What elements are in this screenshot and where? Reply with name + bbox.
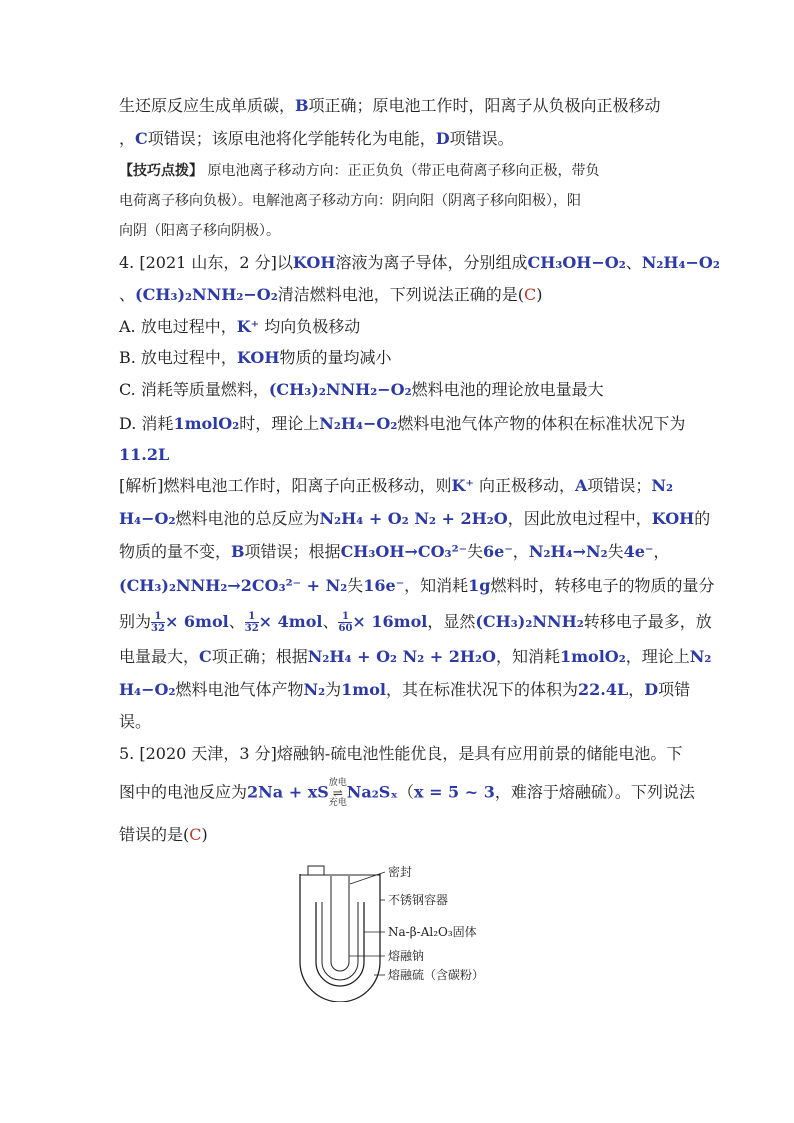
label-molten-sodium: 熔融钠 <box>388 949 425 963</box>
text-span: 时，理论上 <box>239 414 320 433</box>
text-span: ， <box>628 680 645 699</box>
formula: 6e⁻ <box>483 542 513 561</box>
tip-line <box>119 220 280 242</box>
text-span: 项错误；根据 <box>244 542 341 561</box>
formula: × 16mol <box>352 612 428 631</box>
formula: N₂H₄−O₂ <box>319 414 398 433</box>
text-span: ，知消耗 <box>495 647 560 666</box>
option-d-cont <box>119 444 169 466</box>
option-letter: B <box>295 96 309 115</box>
formula: (CH₃)₂NNH₂−O₂ <box>135 285 278 304</box>
text-span: 电荷离子移向负极）。电解池离子移动方向：阴向阳（阴离子移向阳极），阳 <box>119 193 581 209</box>
text-span: A. 放电过程中， <box>119 317 237 336</box>
text-span: ， <box>512 542 529 561</box>
formula: K⁺ <box>451 476 474 495</box>
text-span: 、 <box>625 253 642 272</box>
fraction-denominator: 32 <box>244 623 259 634</box>
formula: 4e⁻ <box>623 542 654 561</box>
text-span: ) <box>536 285 543 304</box>
text-span: 项正确；原电池工作时，阳离子从负极向正极移动 <box>308 96 661 115</box>
analysis-line <box>119 646 711 668</box>
text-span: 燃料时，转移电子的物质的量分 <box>490 576 715 595</box>
formula: N₂ <box>303 680 326 699</box>
arrow-label-top: 放电 <box>328 778 347 788</box>
text-span: B. 放电过程中， <box>119 348 237 367</box>
text-span: 4. [2021 山东，2 分]以 <box>119 253 293 272</box>
formula: N₂ <box>651 476 674 495</box>
analysis-line <box>119 475 673 497</box>
text-span: ，因此放电过程中， <box>507 509 652 528</box>
text-span: 燃料电池的理论放电量最大 <box>411 380 604 399</box>
formula: H₄−O₂ <box>119 680 176 699</box>
text-span: ，理论上 <box>625 647 690 666</box>
formula: KOH <box>236 348 280 367</box>
text-span: 项正确；根据 <box>211 647 308 666</box>
fraction <box>338 611 352 634</box>
analysis-line <box>119 611 712 634</box>
text-line <box>119 128 514 150</box>
formula: H₄−O₂ <box>119 509 176 528</box>
equation: N₂H₄ + O₂ N₂ + 2H₂O <box>319 509 508 528</box>
text-span: 失 <box>607 542 624 561</box>
terminal-cap <box>308 866 324 875</box>
formula: × 6mol <box>164 612 229 631</box>
formula: 16e⁻ <box>363 576 405 595</box>
formula: 1mol <box>341 680 386 699</box>
text-span: 、 <box>228 612 245 631</box>
fraction-denominator: 60 <box>338 623 353 634</box>
text-span: 、 <box>119 285 136 304</box>
text-span: 项错误；该原电池将化学能转化为电能， <box>147 129 436 148</box>
text-span: 别为 <box>119 612 152 631</box>
text-span: 溶液为离子导体，分别组成 <box>335 253 528 272</box>
formula: 1molO₂ <box>559 647 626 666</box>
arrow-symbol: ⇌ <box>332 786 343 800</box>
question-5-stem <box>119 778 695 808</box>
tip-line <box>119 160 599 182</box>
formula: N₂H₄→N₂ <box>528 542 608 561</box>
text-span: 燃料电池气体产物 <box>175 680 304 699</box>
answer-letter: C <box>189 825 202 844</box>
question-5-stem <box>119 824 208 846</box>
option-letter: C <box>199 647 212 666</box>
option-letter: D <box>644 680 659 699</box>
formula: KOH <box>651 509 695 528</box>
formula: 11.2L <box>119 445 170 464</box>
text-span: 的 <box>694 509 711 528</box>
option-d <box>119 413 685 435</box>
formula: (CH₃)₂NNH₂→2CO₃²⁻ + N₂ <box>119 576 348 595</box>
formula: CH₃OH−O₂ <box>527 253 626 272</box>
text-span: 图中的电池反应为 <box>119 782 248 802</box>
analysis-line <box>119 679 690 701</box>
text-span: 失 <box>467 542 484 561</box>
analysis-line <box>119 575 715 597</box>
question-5-stem <box>119 743 682 765</box>
text-span: 项错 <box>658 680 691 699</box>
formula: 1g <box>468 576 491 595</box>
label-container: 不锈钢容器 <box>388 893 449 907</box>
text-span: 物质的量均减小 <box>279 348 392 367</box>
formula: CH₃OH→CO₃²⁻ <box>340 542 468 561</box>
text-span: 、 <box>322 612 339 631</box>
text-span: 错误的是( <box>119 825 190 844</box>
fraction-numerator: 1 <box>338 611 352 623</box>
fraction <box>151 611 165 634</box>
text-span: C. 消耗等质量燃料， <box>119 380 269 399</box>
option-c <box>119 379 604 401</box>
sodium-sulfur-battery-diagram <box>290 862 510 1002</box>
text-span: 原电池离子移动方向：正正负负（带正电荷离子移向正极，带负 <box>207 163 600 179</box>
text-span: 误。 <box>119 712 152 731</box>
text-span: 燃料电池气体产物的体积在标准状况下为 <box>397 414 686 433</box>
label-seal: 密封 <box>388 865 413 879</box>
analysis-line <box>119 508 710 530</box>
formula: × 4mol <box>258 612 323 631</box>
text-span: 失 <box>347 576 364 595</box>
option-a <box>119 316 360 338</box>
tip-tag: 【技巧点拨】 <box>119 163 203 179</box>
formula: K⁺ <box>236 317 260 336</box>
text-span: 项错误； <box>587 476 652 495</box>
electrolyte-tube-inner <box>322 902 358 980</box>
fraction <box>245 611 259 634</box>
equation: N₂H₄ + O₂ N₂ + 2H₂O <box>307 647 496 666</box>
formula: N₂H₄−O₂ <box>641 253 720 272</box>
question-4-stem <box>119 284 543 306</box>
text-span: ， <box>119 129 136 148</box>
question-4-stem <box>119 252 720 274</box>
formula: Na₂Sₓ <box>346 782 398 802</box>
formula: 1molO₂ <box>173 414 240 433</box>
stainless-container <box>300 874 380 1002</box>
text-span: [解析]燃料电池工作时，阳离子向正极移动，则 <box>119 476 452 495</box>
label-solid-electrolyte: Na-β-Al₂O₃固体 <box>388 925 477 939</box>
text-span: 均向负极移动 <box>264 317 361 336</box>
fraction-numerator: 1 <box>151 611 165 623</box>
formula: (CH₃)₂NNH₂−O₂ <box>268 380 412 399</box>
text-span: 物质的量不变， <box>119 542 232 561</box>
text-span: ，显然 <box>427 612 476 631</box>
text-span: D. 消耗 <box>119 414 174 433</box>
text-span: 电量最大， <box>119 647 200 666</box>
formula: KOH <box>292 253 336 272</box>
text-span: ，难溶于熔融硫）。下列说法 <box>494 782 695 802</box>
text-span: 清洁燃料电池，下列说法正确的是( <box>277 285 524 304</box>
text-span: 向正极移动， <box>478 476 575 495</box>
tip-line <box>119 190 581 212</box>
text-line <box>119 95 661 117</box>
text-span: 转移电子最多，放 <box>583 612 712 631</box>
sodium-column <box>331 876 349 971</box>
text-span: ，其在标准状况下的体积为 <box>385 680 578 699</box>
text-span: ，知消耗 <box>404 576 469 595</box>
text-span: 为 <box>325 680 342 699</box>
formula: (CH₃)₂NNH₂ <box>475 612 584 631</box>
text-span: 生还原反应生成单质碳， <box>119 96 296 115</box>
analysis-line <box>119 711 151 733</box>
option-letter: A <box>574 476 588 495</box>
formula: N₂ <box>689 647 712 666</box>
option-letter: D <box>435 129 450 148</box>
label-molten-sulfur: 熔融硫（含碳粉） <box>388 968 485 982</box>
text-span: 项错误。 <box>449 129 514 148</box>
text-span: （ <box>397 782 414 802</box>
reversible-arrow <box>329 778 347 808</box>
text-span: ， <box>653 542 670 561</box>
analysis-line <box>119 541 669 563</box>
text-span: ) <box>201 825 208 844</box>
text-span: 向阴（阳离子移向阴极）。 <box>119 223 280 239</box>
fraction-denominator: 32 <box>151 623 165 634</box>
formula: 2Na + xS <box>247 782 329 802</box>
option-b <box>119 347 391 369</box>
formula: x = 5 ~ 3 <box>413 782 495 802</box>
answer-letter: C <box>524 285 537 304</box>
text-span: 5. [2020 天津，3 分]熔融钠-硫电池性能优良，是具有应用前景的储能电池。下 <box>119 744 683 763</box>
arrow-label-bottom: 充电 <box>328 798 347 808</box>
formula: 22.4L <box>577 680 629 699</box>
text-span: 燃料电池的总反应为 <box>175 509 320 528</box>
electrolyte-tube <box>316 902 364 986</box>
fraction-numerator: 1 <box>245 611 259 623</box>
option-letter: C <box>135 129 148 148</box>
option-letter: B <box>231 542 245 561</box>
